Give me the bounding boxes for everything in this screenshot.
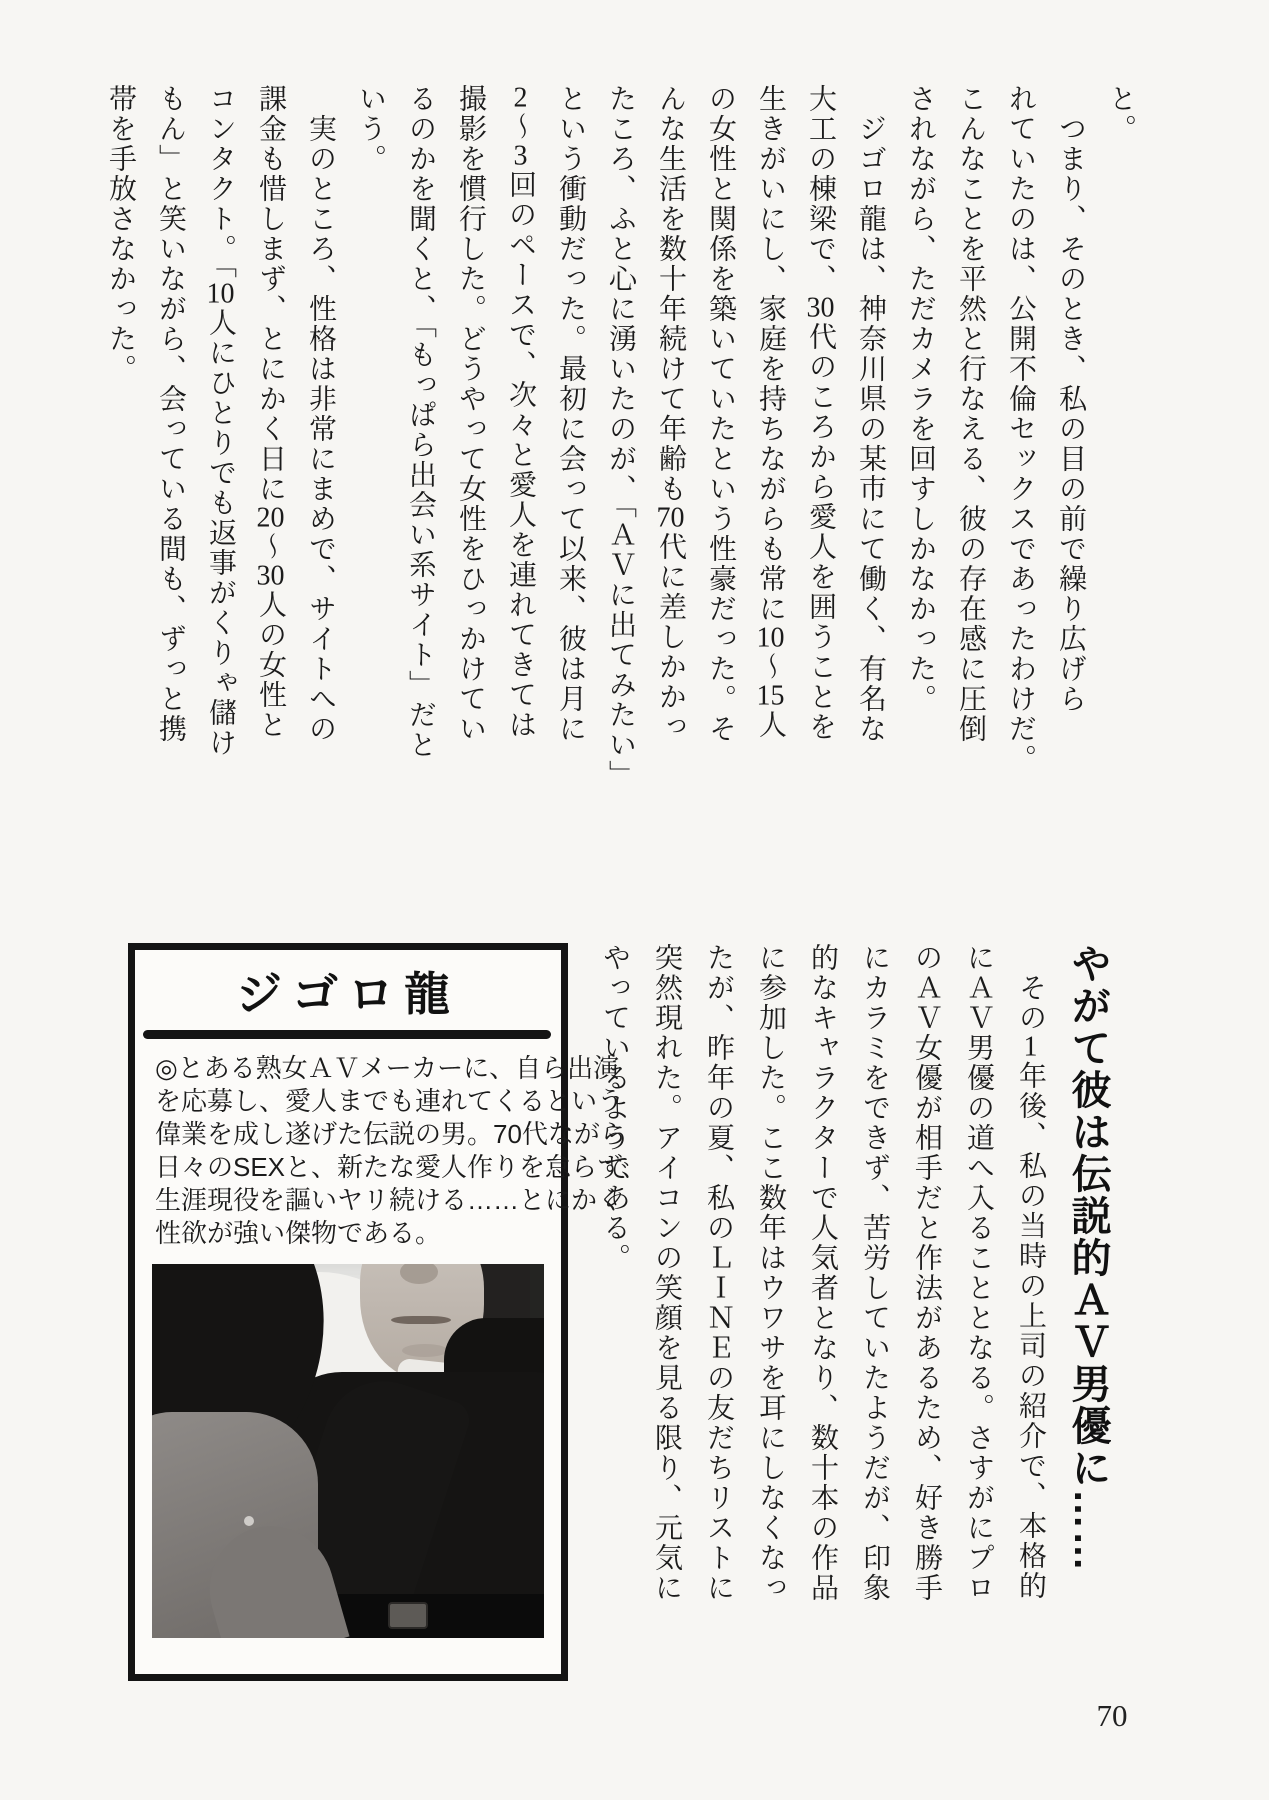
feature-text-column: のＡＶ女優が相手だと作法があるため、好き勝手 (911, 943, 942, 1603)
intro-text-column: 大工の棟梁で、30代のころから愛人を囲うことを (805, 84, 836, 742)
intro-text-column: と。 (1105, 84, 1136, 144)
profile-photo (152, 1264, 544, 1638)
intro-text-column: 実のところ、性格は非常にまめで、サイトへの (305, 114, 336, 744)
feature-text-column: 突然現れた。アイコンの笑顔を見る限り、元気に (651, 943, 682, 1603)
intro-text-column: もん」と笑いながら、会っている間も、ずっと携 (155, 84, 186, 744)
profile-description-line: 性欲が強い傑物である。 (155, 1218, 442, 1248)
feature-text-column: たが、昨年の夏、私のＬＩＮＥの友だちリストに (703, 943, 734, 1603)
intro-text-column: るのかを聞くと、「もっぱら出会い系サイト」だと (405, 84, 436, 760)
photo-belt-shape (320, 1594, 544, 1638)
profile-description-line: 生涯現役を謳いヤリ続ける……とにかく (155, 1185, 624, 1215)
intro-text-column: れていたのは、公開不倫セックスであったわけだ。 (1005, 84, 1036, 774)
feature-text-column: その1年後、私の当時の上司の紹介で、本格的 (1015, 973, 1046, 1601)
profile-description-line: を応募し、愛人までも連れてくるという (155, 1086, 624, 1116)
intro-text-column: ジゴロ龍は、神奈川県の某市にて働く、有名な (855, 114, 886, 744)
profile-description-line: 日々のSEXと、新たな愛人作りを怠らず、 (155, 1152, 647, 1182)
profile-description-line: ◎とある熟女ＡＶメーカーに、自ら出演 (155, 1053, 620, 1083)
photo-man-chin-shadow-shape (402, 1344, 448, 1357)
intro-text-column: いう。 (355, 84, 386, 174)
photo-belt-buckle-shape (388, 1602, 428, 1629)
intro-text-column: たころ、ふと心に湧いたのが、「ＡＶに出てみたい」 (605, 84, 636, 790)
intro-text-block (95, 84, 1145, 804)
intro-text-column: 2〜3回のペースで、次々と愛人を連れてきては (505, 84, 536, 740)
photo-man-mouth-shape (391, 1316, 451, 1324)
feature-text-column: にＡＶ男優の道へ入ることとなる。さすがにプロ (963, 943, 994, 1603)
feature-heading: やがて彼は伝説的ＡＶ男優に…… (1066, 943, 1110, 1573)
feature-text-column: 的なキャラクターで人気者となり、数十本の作品 (807, 943, 838, 1603)
profile-description-line: 偉業を成し遂げた伝説の男。70代ながら (155, 1119, 626, 1149)
intro-text-column: んな生活を数十年続けて年齢も70代に差しかかっ (655, 84, 686, 742)
intro-text-column: こんなことを平然と行なえる、彼の存在感に圧倒 (955, 84, 986, 744)
intro-text-column: 生きがいにし、家庭を持ちながらも常に10〜15人 (755, 84, 786, 740)
intro-text-column: 撮影を慣行した。どうやって女性をひっかけてい (455, 84, 486, 744)
intro-text-column: 課金も惜しまず、とにかく日に20〜30人の女性と (255, 84, 286, 740)
feature-text-column: にカラミをできず、苦労していたようだが、印象 (859, 943, 890, 1603)
profile-title: ジゴロ龍 (236, 968, 460, 1020)
feature-text-column: やっているようである。 (599, 943, 630, 1273)
intro-text-column: という衝動だった。最初に会って以来、彼は月に (555, 84, 586, 744)
intro-text-column: コンタクト。「10人にひとりでも返事がくりゃ儲け (205, 84, 236, 758)
page-number: 70 (1096, 1698, 1128, 1733)
intro-text-column: の女性と関係を築いていたという性豪だった。そ (705, 84, 736, 744)
intro-text-column: されながら、ただカメラを回すしかなかった。 (905, 84, 936, 714)
intro-text-column: つまり、そのとき、私の目の前で繰り広げら (1055, 114, 1086, 714)
feature-text-column: に参加した。ここ数年はウワサを耳にしなくなっ (755, 943, 786, 1603)
intro-text-column: 帯を手放さなかった。 (105, 84, 136, 384)
feature-section (588, 943, 1120, 1669)
title-divider (143, 1030, 551, 1039)
photo-companion-button-shape (244, 1516, 254, 1526)
